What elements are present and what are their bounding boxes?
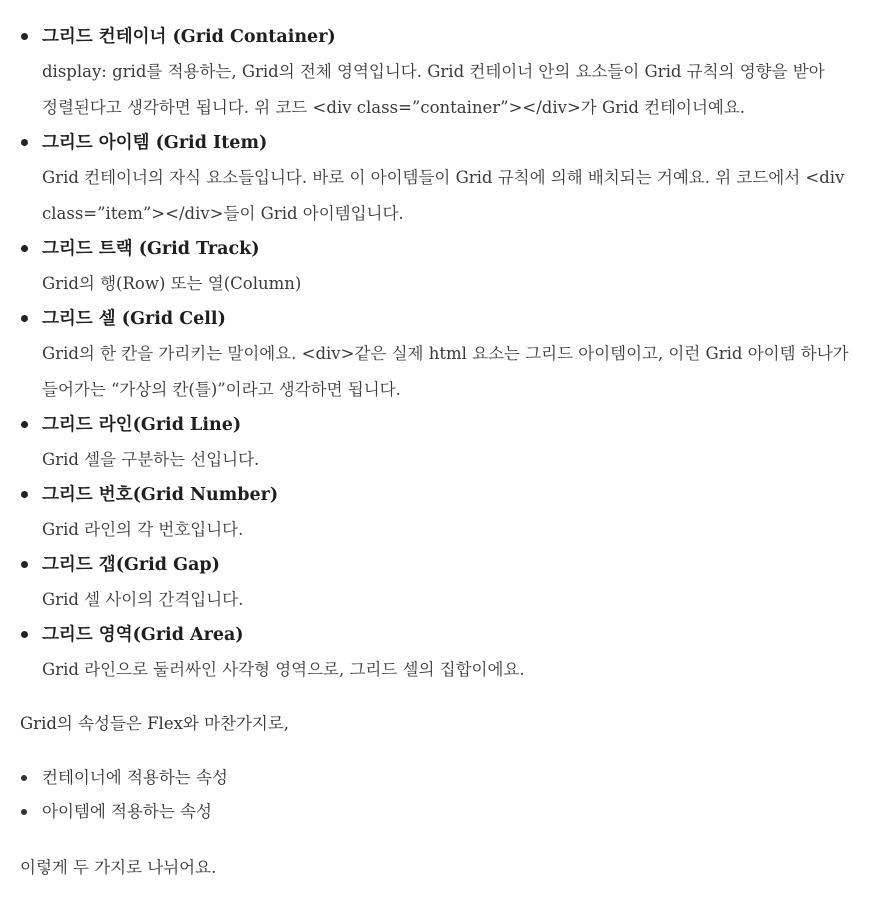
term-title: 그리드 갭(Grid Gap)	[42, 555, 220, 575]
term-grid-gap	[20, 548, 867, 618]
term-description: Grid 라인의 각 번호입니다.	[42, 520, 244, 539]
term-description: display: grid를 적용하는, Grid의 전체 영역입니다. Grid 컨테이너 안의 요소들이 Grid 규칙의 영향을 받아 정렬된다고 생각하면 됩니다. 위 코드 <div class=”container”></div>가 Grid 컨테이너예요.	[42, 62, 825, 117]
term-description: Grid의 행(Row) 또는 열(Column)	[42, 274, 302, 293]
bullet-dot	[21, 809, 27, 815]
term-grid-number	[20, 478, 867, 548]
term-description: Grid 컨테이너의 자식 요소들입니다. 바로 이 아이템들이 Grid 규칙에 의해 배치되는 거예요. 위 코드에서 <div class=”item”></div>들이 Grid 아이템입니다.	[42, 168, 845, 223]
property-group-label: 아이템에 적용하는 속성	[42, 802, 212, 821]
term-grid-area	[20, 618, 867, 688]
term-grid-line	[20, 408, 867, 478]
term-grid-container	[20, 20, 867, 126]
bullet-dot	[21, 315, 28, 322]
bullet-dot	[21, 421, 28, 428]
term-title: 그리드 번호(Grid Number)	[42, 485, 279, 505]
term-title: 그리드 컨테이너 (Grid Container)	[42, 27, 336, 47]
term-grid-track	[20, 232, 867, 302]
bullet-dot	[21, 775, 27, 781]
term-description: Grid의 한 칸을 가리키는 말이에요. <div>같은 실제 html 요소는 그리드 아이템이고, 이런 Grid 아이템 하나가 들어가는 “가상의 칸(틀)”이라고 생각하면 됩니다.	[42, 344, 849, 399]
bullet-dot	[21, 139, 28, 146]
term-description: Grid 셀 사이의 간격입니다.	[42, 590, 244, 609]
bullet-dot	[21, 491, 28, 498]
term-title: 그리드 트랙 (Grid Track)	[42, 239, 260, 259]
bullet-dot	[21, 33, 28, 40]
intro-paragraph: Grid의 속성들은 Flex와 마찬가지로,	[20, 714, 290, 733]
bullet-dot	[21, 631, 28, 638]
term-description: Grid 셀을 구분하는 선입니다.	[42, 450, 260, 469]
grid-terms-list	[20, 0, 867, 688]
property-group-item	[20, 795, 867, 829]
property-group-list	[20, 761, 867, 829]
term-title: 그리드 라인(Grid Line)	[42, 415, 242, 435]
bullet-dot	[21, 245, 28, 252]
term-description: Grid 라인으로 둘러싸인 사각형 영역으로, 그리드 셀의 집합이에요.	[42, 660, 525, 679]
term-title: 그리드 아이템 (Grid Item)	[42, 133, 268, 153]
bullet-dot	[21, 561, 28, 568]
outro-paragraph: 이렇게 두 가지로 나뉘어요.	[20, 858, 217, 877]
term-grid-cell	[20, 302, 867, 408]
term-grid-item	[20, 126, 867, 232]
term-title: 그리드 셀 (Grid Cell)	[42, 309, 226, 329]
property-group-item	[20, 761, 867, 795]
property-group-label: 컨테이너에 적용하는 속성	[42, 768, 228, 787]
term-title: 그리드 영역(Grid Area)	[42, 625, 244, 645]
